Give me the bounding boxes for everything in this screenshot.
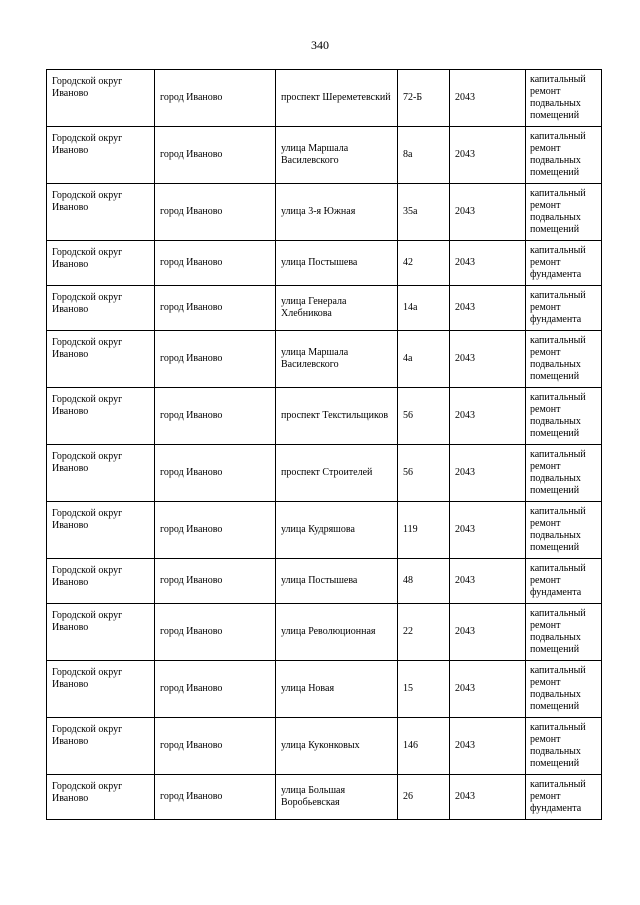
house-number-cell: 4а: [398, 331, 450, 388]
municipality-cell: Городской округ Иваново: [47, 388, 155, 445]
municipality-cell: Городской округ Иваново: [47, 331, 155, 388]
table-row: [47, 241, 602, 286]
street-cell: улица Маршала Василевского: [276, 331, 398, 388]
work-type-cell: капитальный ремонт подвальных помещений: [526, 718, 602, 775]
municipality-cell: Городской округ Иваново: [47, 718, 155, 775]
settlement-cell: город Иваново: [155, 502, 276, 559]
year-cell: 2043: [450, 388, 526, 445]
street-cell: улица Кудряшова: [276, 502, 398, 559]
table-row: [47, 661, 602, 718]
municipality-cell: Городской округ Иваново: [47, 286, 155, 331]
settlement-cell: город Иваново: [155, 241, 276, 286]
house-number-cell: 56: [398, 388, 450, 445]
house-number-cell: 22: [398, 604, 450, 661]
house-number-cell: 42: [398, 241, 450, 286]
work-type-cell: капитальный ремонт подвальных помещений: [526, 445, 602, 502]
settlement-cell: город Иваново: [155, 559, 276, 604]
work-type-cell: капитальный ремонт фундамента: [526, 775, 602, 820]
municipality-cell: Городской округ Иваново: [47, 127, 155, 184]
work-type-cell: капитальный ремонт подвальных помещений: [526, 127, 602, 184]
house-number-cell: 56: [398, 445, 450, 502]
work-type-cell: капитальный ремонт фундамента: [526, 241, 602, 286]
settlement-cell: город Иваново: [155, 286, 276, 331]
table-row: [47, 331, 602, 388]
municipality-cell: Городской округ Иваново: [47, 445, 155, 502]
table-row: [47, 718, 602, 775]
house-number-cell: 35а: [398, 184, 450, 241]
municipality-cell: Городской округ Иваново: [47, 604, 155, 661]
municipality-cell: Городской округ Иваново: [47, 559, 155, 604]
table-row: [47, 604, 602, 661]
street-cell: проспект Текстильщиков: [276, 388, 398, 445]
work-type-cell: капитальный ремонт подвальных помещений: [526, 184, 602, 241]
house-number-cell: 119: [398, 502, 450, 559]
municipality-cell: Городской округ Иваново: [47, 241, 155, 286]
year-cell: 2043: [450, 559, 526, 604]
street-cell: проспект Строителей: [276, 445, 398, 502]
year-cell: 2043: [450, 127, 526, 184]
year-cell: 2043: [450, 502, 526, 559]
street-cell: улица Постышева: [276, 559, 398, 604]
work-type-cell: капитальный ремонт подвальных помещений: [526, 388, 602, 445]
settlement-cell: город Иваново: [155, 388, 276, 445]
table-row: [47, 559, 602, 604]
street-cell: улица Куконковых: [276, 718, 398, 775]
house-number-cell: 8а: [398, 127, 450, 184]
settlement-cell: город Иваново: [155, 718, 276, 775]
year-cell: 2043: [450, 604, 526, 661]
municipality-cell: Городской округ Иваново: [47, 661, 155, 718]
year-cell: 2043: [450, 70, 526, 127]
street-cell: улица Большая Воробьевская: [276, 775, 398, 820]
work-type-cell: капитальный ремонт фундамента: [526, 559, 602, 604]
work-type-cell: капитальный ремонт подвальных помещений: [526, 502, 602, 559]
year-cell: 2043: [450, 184, 526, 241]
table-row: [47, 775, 602, 820]
street-cell: проспект Шереметевский: [276, 70, 398, 127]
table-row: [47, 502, 602, 559]
year-cell: 2043: [450, 661, 526, 718]
street-cell: улица 3-я Южная: [276, 184, 398, 241]
housing-repair-table: [46, 69, 602, 820]
page-number: 340: [311, 38, 329, 52]
year-cell: 2043: [450, 286, 526, 331]
house-number-cell: 72-Б: [398, 70, 450, 127]
settlement-cell: город Иваново: [155, 661, 276, 718]
work-type-cell: капитальный ремонт фундамента: [526, 286, 602, 331]
table-row: [47, 445, 602, 502]
year-cell: 2043: [450, 718, 526, 775]
year-cell: 2043: [450, 445, 526, 502]
settlement-cell: город Иваново: [155, 445, 276, 502]
table-row: [47, 184, 602, 241]
settlement-cell: город Иваново: [155, 70, 276, 127]
street-cell: улица Революционная: [276, 604, 398, 661]
year-cell: 2043: [450, 331, 526, 388]
settlement-cell: город Иваново: [155, 604, 276, 661]
municipality-cell: Городской округ Иваново: [47, 502, 155, 559]
table-row: [47, 70, 602, 127]
municipality-cell: Городской округ Иваново: [47, 70, 155, 127]
house-number-cell: 15: [398, 661, 450, 718]
house-number-cell: 48: [398, 559, 450, 604]
house-number-cell: 26: [398, 775, 450, 820]
street-cell: улица Новая: [276, 661, 398, 718]
settlement-cell: город Иваново: [155, 331, 276, 388]
table-row: [47, 127, 602, 184]
work-type-cell: капитальный ремонт подвальных помещений: [526, 661, 602, 718]
house-number-cell: 146: [398, 718, 450, 775]
municipality-cell: Городской округ Иваново: [47, 775, 155, 820]
table-body: [47, 70, 602, 820]
settlement-cell: город Иваново: [155, 184, 276, 241]
work-type-cell: капитальный ремонт подвальных помещений: [526, 70, 602, 127]
table-row: [47, 286, 602, 331]
street-cell: улица Постышева: [276, 241, 398, 286]
settlement-cell: город Иваново: [155, 775, 276, 820]
work-type-cell: капитальный ремонт подвальных помещений: [526, 331, 602, 388]
work-type-cell: капитальный ремонт подвальных помещений: [526, 604, 602, 661]
table-row: [47, 388, 602, 445]
municipality-cell: Городской округ Иваново: [47, 184, 155, 241]
street-cell: улица Маршала Василевского: [276, 127, 398, 184]
street-cell: улица Генерала Хлебникова: [276, 286, 398, 331]
settlement-cell: город Иваново: [155, 127, 276, 184]
house-number-cell: 14а: [398, 286, 450, 331]
year-cell: 2043: [450, 241, 526, 286]
year-cell: 2043: [450, 775, 526, 820]
